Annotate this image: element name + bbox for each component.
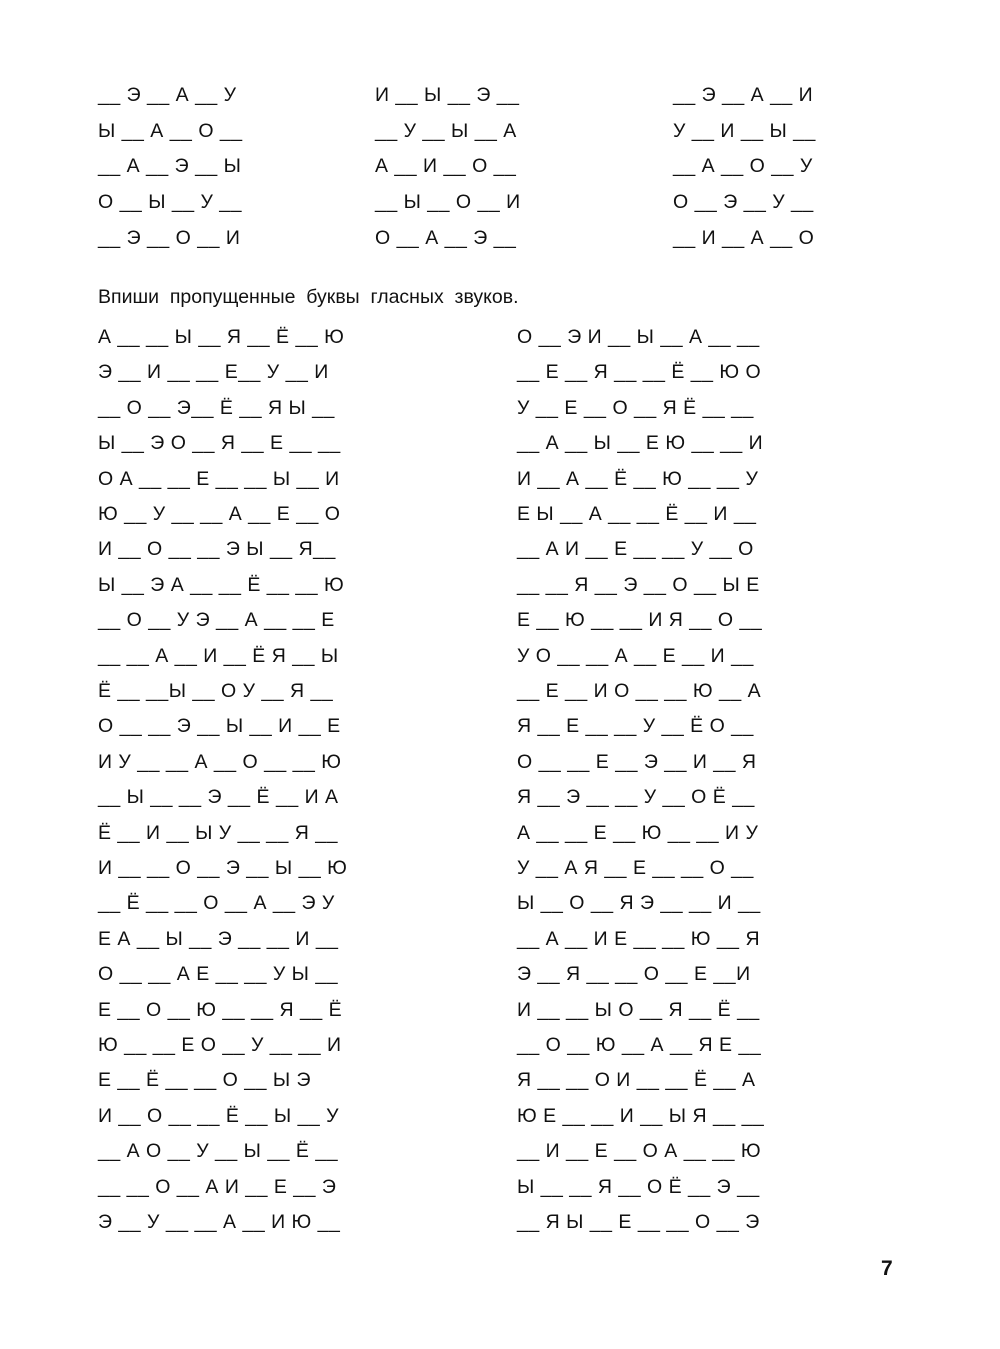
top-letter-row: О __ Э __ У __	[673, 191, 814, 214]
exercise-letter-row: О __ Э И __ Ы __ А __ __	[517, 326, 760, 348]
exercise-letter-row: __ О __ Э__ Ё __ Я Ы __	[98, 396, 335, 419]
top-letter-row: __ А __ Э __ Ы	[98, 155, 242, 178]
exercise-letter-row: __ О __ Ю __ А __ Я Е __	[517, 1034, 762, 1056]
exercise-letter-row: Е __ Ё __ __ О __ Ы Э	[98, 1069, 312, 1092]
exercise-letter-row: Ы __ Э А __ __ Ё __ __ Ю	[98, 573, 345, 596]
exercise-letter-row: __ А __ Ы __ Е Ю __ __ И	[517, 432, 764, 455]
exercise-letter-row: О __ __ А Е __ __ У Ы __	[98, 963, 339, 986]
exercise-letter-row: Е А __ Ы __ Э __ __ И __	[98, 927, 339, 950]
top-letter-row: __ Э __ А __ И	[673, 84, 814, 106]
exercise-letter-row: Я __ Е __ __ У __ Ё О __	[517, 715, 754, 738]
exercise-letter-row: У __ А Я __ Е __ __ О __	[517, 857, 754, 879]
exercise-letter-row: __ А И __ Е __ __ У __ О	[517, 538, 754, 561]
top-letter-row: __ Э __ О __ И	[98, 226, 241, 249]
exercise-letter-row: Э __ И __ __ Е__ У __ И	[98, 361, 329, 384]
exercise-letter-row: __ Е __ Я __ __ Ё __ Ю О	[517, 361, 762, 384]
top-letter-row: __ Э __ А __ У	[98, 84, 237, 106]
top-letter-row: __ И __ А __ О	[673, 226, 815, 249]
top-letter-row: У __ И __ Ы __	[673, 119, 816, 142]
exercise-letter-row: __ Е __ И О __ __ Ю __ А	[517, 680, 762, 702]
exercise-letter-row: Э __ Я __ __ О __ Е __И	[517, 963, 751, 986]
exercise-letter-row: И __ __ Ы О __ Я __ Ё __	[517, 998, 760, 1021]
exercise-letter-row: __ __ Я __ Э __ О __ Ы Е	[517, 573, 760, 596]
exercise-letter-row: __ Ы __ __ Э __ Ё __ И А	[98, 786, 339, 809]
top-letter-row: О __ А __ Э __	[375, 226, 517, 249]
exercise-letter-row: __ Я Ы __ Е __ __ О __ Э	[517, 1211, 760, 1233]
exercise-letter-row: И У __ __ А __ О __ __ Ю	[98, 750, 342, 773]
exercise-letter-row: Е __ Ю __ __ И Я __ О __	[517, 609, 763, 632]
exercise-letter-row: __ А __ И Е __ __ Ю __ Я	[517, 927, 761, 950]
exercise-letter-row: Ю __ __ Е О __ У __ __ И	[98, 1034, 342, 1056]
exercise-letter-row: О __ __ Е __ Э __ И __ Я	[517, 750, 757, 773]
exercise-letter-row: И __ А __ Ё __ Ю __ __ У	[517, 467, 759, 490]
exercise-letter-row: И __ __ О __ Э __ Ы __ Ю	[98, 857, 348, 879]
exercise-letter-row: Я __ Э __ __ У __ О Ё __	[517, 786, 755, 809]
exercise-letter-row: Ы __ Э О __ Я __ Е __ __	[98, 432, 341, 455]
exercise-letter-row: А __ __ Е __ Ю __ __ И У	[517, 821, 759, 844]
top-letter-row: О __ Ы __ У __	[98, 191, 242, 214]
exercise-letter-row: Ы __ О __ Я Э __ __ И __	[517, 892, 761, 915]
exercise-letter-row: Ё __ И __ Ы У __ __ Я __	[98, 821, 338, 844]
top-letter-row: И __ Ы __ Э __	[375, 84, 520, 106]
exercise-letter-row: Е __ О __ Ю __ __ Я __ Ё	[98, 998, 343, 1021]
exercise-letter-row: __ А О __ У __ Ы __ Ё __	[98, 1140, 339, 1163]
page-number: 7	[881, 1257, 893, 1280]
top-letter-row: __ А __ О __ У	[673, 155, 813, 178]
exercise-letter-row: И __ О __ __ Ё __ Ы __ У	[98, 1104, 340, 1127]
exercise-letter-row: Э __ У __ __ А __ И Ю __	[98, 1211, 341, 1233]
exercise-letter-row: __ И __ Е __ О А __ __ Ю	[517, 1140, 762, 1163]
top-letter-row: __ У __ Ы __ А	[375, 119, 517, 142]
exercise-letter-row: __ __ О __ А И __ Е __ Э	[98, 1175, 337, 1198]
exercise-letter-row: У __ Е __ О __ Я Ё __ __	[517, 396, 754, 419]
exercise-letter-row: Ы __ __ Я __ О Ё __ Э __	[517, 1175, 760, 1198]
top-letter-row: А __ И __ О __	[375, 155, 517, 178]
exercise-letter-row: Е Ы __ А __ __ Ё __ И __	[517, 503, 757, 525]
exercise-letter-row: Ю Е __ __ И __ Ы Я __ __	[517, 1104, 765, 1127]
exercise-letter-row: __ Ё __ __ О __ А __ Э У	[98, 892, 335, 915]
exercise-letter-row: Ю __ У __ __ А __ Е __ О	[98, 503, 341, 525]
exercise-letter-row: О __ __ Э __ Ы __ И __ Е	[98, 715, 341, 738]
exercise-letter-row: А __ __ Ы __ Я __ Ё __ Ю	[98, 326, 345, 348]
exercise-letter-row: __ О __ У Э __ А __ __ Е	[98, 609, 335, 632]
exercise-letter-row: О А __ __ Е __ __ Ы __ И	[98, 467, 340, 490]
exercise-letter-row: У О __ __ А __ Е __ И __	[517, 644, 754, 667]
exercise-letter-row: __ __ А __ И __ Ё Я __ Ы	[98, 644, 339, 667]
top-letter-row: Ы __ А __ О __	[98, 119, 243, 142]
exercise-letter-row: И __ О __ __ Э Ы __ Я__	[98, 538, 336, 561]
exercise-letter-row: Ё __ __Ы __ О У __ Я __	[98, 680, 334, 702]
exercise-instruction: Впиши пропущенные буквы гласных звуков.	[98, 286, 519, 308]
exercise-letter-row: Я __ __ О И __ __ Ё __ А	[517, 1069, 756, 1092]
top-letter-row: __ Ы __ О __ И	[375, 191, 521, 214]
